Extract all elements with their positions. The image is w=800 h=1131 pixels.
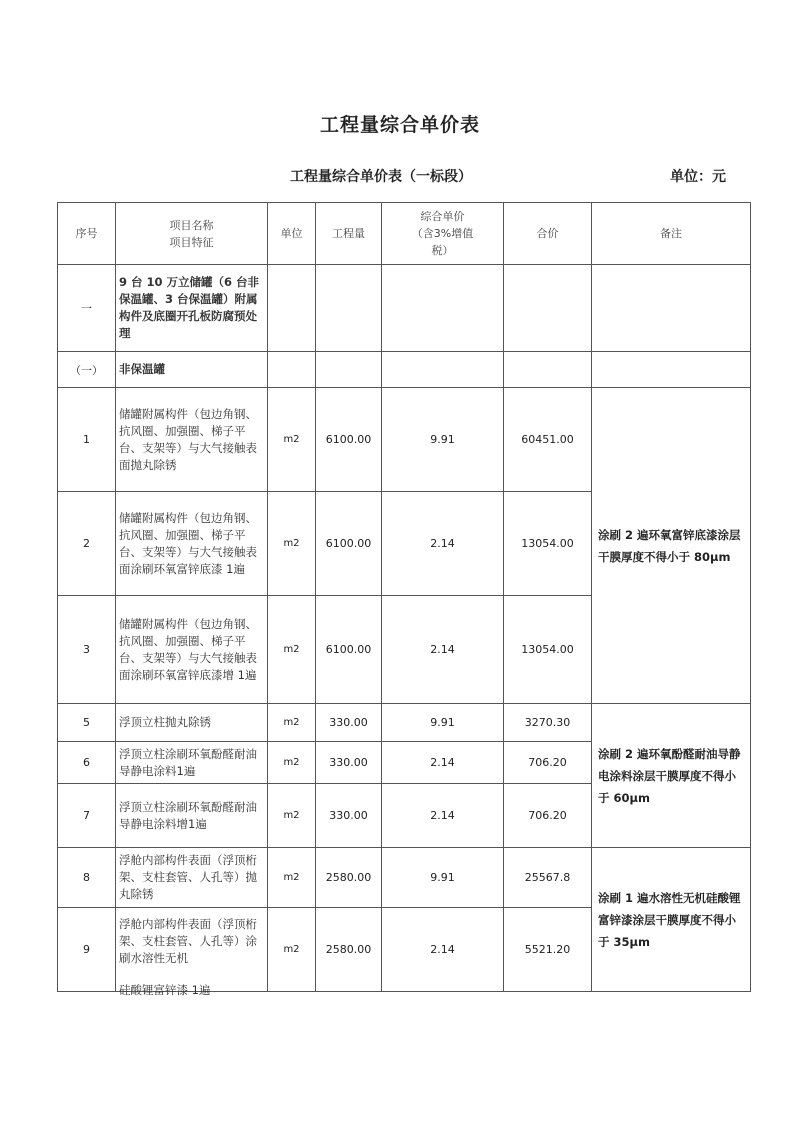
row-seq: 1 xyxy=(58,388,116,492)
row-name: 浮顶立柱涂刷环氧酚醛耐油导静电涂料1遍 xyxy=(116,742,268,784)
row-price: 9.91 xyxy=(382,388,504,492)
price-table xyxy=(57,202,751,997)
row-name-main: 浮舱内部构件表面（浮顶桁架、支柱套管、人孔等）涂刷水溶性无机 xyxy=(119,917,257,965)
row-total: 25567.8 xyxy=(504,848,592,908)
remark-cell: 涂刷 2 遍环氧酚醛耐油导静电涂料涂层干膜厚度不得小于 60μm xyxy=(592,704,751,848)
row-qty: 330.00 xyxy=(316,704,382,742)
row-name: 储罐附属构件（包边角钢、抗风圈、加强圈、梯子平台、支架等）与大气接触表面涂刷环氧富锌底漆增 1遍 xyxy=(116,596,268,704)
remark-cell: 涂刷 1 遍水溶性无机硅酸锂富锌漆涂层干膜厚度不得小于 35μm xyxy=(592,848,751,992)
row-total: 3270.30 xyxy=(504,704,592,742)
header-total: 合价 xyxy=(504,203,592,265)
table-row xyxy=(58,388,751,492)
table-row xyxy=(58,848,751,908)
row-price: 2.14 xyxy=(382,492,504,596)
row-total: 5521.20 xyxy=(504,908,592,992)
row-name: 储罐附属构件（包边角钢、抗风圈、加强圈、梯子平台、支架等）与大气接触表面涂刷环氧富锌底漆 1遍 xyxy=(116,492,268,596)
row-qty: 6100.00 xyxy=(316,388,382,492)
table-subtitle: 工程量综合单价表（一标段） xyxy=(290,169,472,185)
header-seq: 序号 xyxy=(58,203,116,265)
row-unit: m2 xyxy=(268,704,316,742)
row-total: 706.20 xyxy=(504,784,592,848)
header-price-line3: 税） xyxy=(431,244,454,257)
row-seq: 6 xyxy=(58,742,116,784)
row-price: 9.91 xyxy=(382,848,504,908)
row-name: 浮舱内部构件表面（浮顶桁架、支柱套管、人孔等）抛丸除锈 xyxy=(116,848,268,908)
row-seq: 3 xyxy=(58,596,116,704)
row-price: 2.14 xyxy=(382,908,504,992)
row-total: 60451.00 xyxy=(504,388,592,492)
row-total: 13054.00 xyxy=(504,596,592,704)
row-name xyxy=(116,908,268,997)
row-unit: m2 xyxy=(268,908,316,992)
row-total: 706.20 xyxy=(504,742,592,784)
header-unit: 单位 xyxy=(268,203,316,265)
row-name: 浮顶立柱抛丸除锈 xyxy=(116,704,268,742)
row-name: 储罐附属构件（包边角钢、抗风圈、加强圈、梯子平台、支架等）与大气接触表面抛丸除锈 xyxy=(116,388,268,492)
row-qty: 330.00 xyxy=(316,784,382,848)
row-qty: 6100.00 xyxy=(316,492,382,596)
row-price: 2.14 xyxy=(382,596,504,704)
row-seq: 8 xyxy=(58,848,116,908)
header-name xyxy=(116,203,268,265)
header-remark: 备注 xyxy=(592,203,751,265)
remark-cell: 涂刷 2 遍环氧富锌底漆涂层干膜厚度不得小于 80μm xyxy=(592,388,751,704)
row-unit: m2 xyxy=(268,596,316,704)
row-total: 13054.00 xyxy=(504,492,592,596)
group-seq: 一 xyxy=(58,265,116,352)
header-price xyxy=(382,203,504,265)
header-name-line2: 项目特征 xyxy=(169,235,214,249)
row-seq: 9 xyxy=(58,908,116,992)
header-price-line2: （含3%增值 xyxy=(411,227,474,240)
row-qty: 6100.00 xyxy=(316,596,382,704)
subgroup-name: 非保温罐 xyxy=(116,352,268,388)
group-name: 9 台 10 万立储罐（6 台非保温罐、3 台保温罐）附属构件及底圈开孔板防腐预处理 xyxy=(116,265,268,352)
header-name-line1: 项目名称 xyxy=(169,218,214,232)
row-price: 2.14 xyxy=(382,742,504,784)
row-seq: 2 xyxy=(58,492,116,596)
row-qty: 330.00 xyxy=(316,742,382,784)
row-unit: m2 xyxy=(268,848,316,908)
group-row xyxy=(58,265,751,352)
header-price-line1: 综合单价 xyxy=(420,210,465,223)
row-name-tail: 硅酸锂富锌漆 1遍 xyxy=(119,983,211,997)
row-unit: m2 xyxy=(268,492,316,596)
row-qty: 2580.00 xyxy=(316,848,382,908)
row-name: 浮顶立柱涂刷环氧酚醛耐油导静电涂料增1遍 xyxy=(116,784,268,848)
page-title: 工程量综合单价表 xyxy=(319,114,480,136)
row-price: 9.91 xyxy=(382,704,504,742)
header-row xyxy=(58,203,751,265)
table-row xyxy=(58,704,751,742)
subgroup-row xyxy=(58,352,751,388)
row-seq: 5 xyxy=(58,704,116,742)
row-price: 2.14 xyxy=(382,784,504,848)
row-unit: m2 xyxy=(268,784,316,848)
header-qty: 工程量 xyxy=(316,203,382,265)
row-qty: 2580.00 xyxy=(316,908,382,992)
row-seq: 7 xyxy=(58,784,116,848)
subgroup-seq: （一） xyxy=(58,352,116,388)
unit-label: 单位：元 xyxy=(670,169,726,185)
row-unit: m2 xyxy=(268,742,316,784)
row-unit: m2 xyxy=(268,388,316,492)
